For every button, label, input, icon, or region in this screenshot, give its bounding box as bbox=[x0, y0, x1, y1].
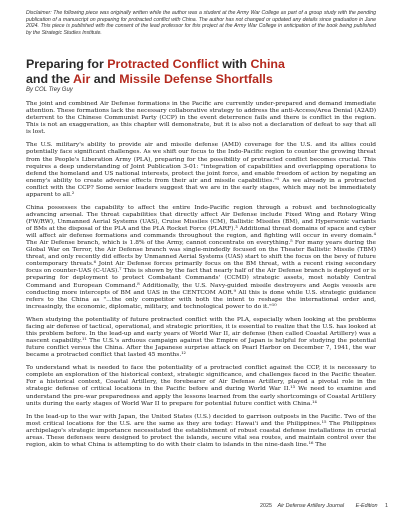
title-part-protracted-conflict: Protracted Conflict bbox=[107, 57, 219, 71]
body-paragraph: The joint and combined Air Defense formations in the Pacific are currently under-prepared and demand immediate attention. These formations lack the necessary collaborative strategy to address the anti-Access/Area Denial (A2AD) deterrent to the Chinese Communist Party (CCP) in the event deterrence fails and there is conflict in the region. This is not an exaggeration, as this chapter will demonstrate, but it is also not a declaration of defeat to say that all is lost. bbox=[26, 101, 376, 136]
title-part-air: Air bbox=[73, 71, 91, 86]
title-part-and: and bbox=[90, 71, 120, 86]
title-part-missile-defense-shortfalls: Missile Defense Shortfalls bbox=[119, 71, 273, 86]
article-title bbox=[26, 57, 376, 86]
body-paragraph: To understand what is needed to face the potentiality of a protracted conflict against the CCP, it is necessary to complete an exploration of the historical context, strategic significance, and challenges faced in the Pacific theater. For a historical context, Coastal Artillery, the forebearer of Air Defense Artillery, played a pivotal role in the strategic defense of critical locations in the Pacific before and during World War II.¹³ We need to examine and understand the pre-war preparedness and apply the lessons learned from the early shortcomings of Coastal Artillery units during the early stages of World War II to prepare for potential future conflict with China.¹⁴ bbox=[26, 365, 376, 407]
body-paragraph: In the lead-up to the war with Japan, the United States (U.S.) decided to garrison outposts in the Pacific. Two of the most critical locations for the U.S. are the same as they are today: Hawai'i and the Philippines.¹⁵ The Philippines archipelago's strategic importance necessitated the establishment of robust coastal defense installations in crucial areas. These defenses were designed to protect the islands, secure vital sea routes, and maintain control over the region, akin to what China is attempting to do with their claim to islands in the nine-dash line.¹⁶ The bbox=[26, 413, 376, 448]
title-part-and-the: and the bbox=[26, 71, 74, 86]
body-paragraph: The U.S. military's ability to provide air and missile defense (AMD) coverage for the U.S. and its allies could potentially face significant challenges. As we shift our focus to the Indo-Pacific region to counter the growing threat from the People's Liberation Army (PLA), preparing for the possibility of protracted conflict becomes crucial. This requires a deep understanding of Joint Publication 3-01: "integration of capabilities and overlapping operations to defend the homeland and US national interests, protect the joint force, and enable freedom of action by negating an enemy's ability to create adverse effects from their air and missile capabilities."¹ As we already in a protracted conflict with the CCP? Some senior leaders suggest that we are in the early stages, which may not be immediately apparent to all.² bbox=[26, 142, 376, 198]
title-part-china: China bbox=[250, 57, 285, 71]
body-paragraph: When studying the potentiality of future protracted conflict with the PLA, especially when looking at the problems facing air defense of tactical, operational, and strategic priorities, it is essential to realize that the U.S. has looked at this problem before. In the lead-up and early years of World War II, air defense (then called Coastal Artillery) was a nascent capability.¹¹ The U.S.'s arduous campaign against the Empire of Japan is helpful for studying the potential future conflict versus the China. After the Japanese surprise attack on Pearl Harbor on December 7, 1941, the war became a protracted conflict that lasted 45 months.¹² bbox=[26, 316, 376, 359]
article-body bbox=[26, 101, 376, 455]
footer-page-number: 1 bbox=[385, 503, 388, 509]
title-part-with: with bbox=[218, 57, 251, 71]
title-part-preparing: Preparing for bbox=[26, 57, 108, 71]
footer-year: 2025 bbox=[260, 503, 273, 509]
disclaimer-note: Disclaimer: The following piece was originally written while the author was a student at the Army War College as part of a group study with the pending publication of a manuscript on preparing for protracted conflict with China. The author has not changed or updated any details since graduation in June 2024. This piece is published with the consent of the lead professor for this project at the Army War College in anticipation of the book being published by the Strategic Studies Institute. bbox=[26, 10, 376, 36]
footer-journal-name: Air Defense Artillery Journal bbox=[277, 503, 345, 509]
body-paragraph: China possesses the capability to affect the entire Indo-Pacific region through a robust and technologically advancing arsenal. The threat capabilities that directly affect Air Defense include Fixed Wing and Rotary Wing (FW/RW), Unmanned Aerial Systems (UAS), Cruise Missiles (CM), Ballistic Missiles (BM), and Hypersonic variants of BMs at the disposal of the PLA and the PLA Rocket Force (PLARF).³ Additional threat domains of space and cyber will affect air defense formations and commands throughout the region, and fighting will occur in every domain.⁴ The Air Defense branch, which is 1.8% of the Army, cannot concentrate on everything.⁵ For many years during the Global War on Terror, the Air Defense branch was single-mindedly focused on the Theater Ballistic Missile (TBM) threat, and only recently did effects by Unmanned Aerial Systems (UAS) start to shift the focus on the bevy of future contemporary threats.⁶ Joint Air Defense forces primarily focus on the BM threat, with a recent rising secondary focus on counter-UAS (C-UAS).⁷ This is shown by the fact that nearly half of the Air Defense branch is deployed or is preparing for deployment to protect Combatant Commands' (CCMD) strategic assets, most notably Central Command and European Command.⁸ Additionally, the U.S. Navy-guided missile destroyers and Aegis vessels are conducting more intercepts of BM and UAS in the CENTCOM AOR.⁹ All this is done while U.S. strategic guidance refers to the China as "...the only competitor with both the intent to reshape the international order and, increasingly, the economic, diplomatic, military, and technological power to do it."¹⁰ bbox=[26, 204, 376, 310]
footer-edition: E-Edition bbox=[355, 503, 378, 509]
page-footer bbox=[0, 503, 388, 509]
author-byline: By COL Trey Guy bbox=[26, 87, 73, 93]
